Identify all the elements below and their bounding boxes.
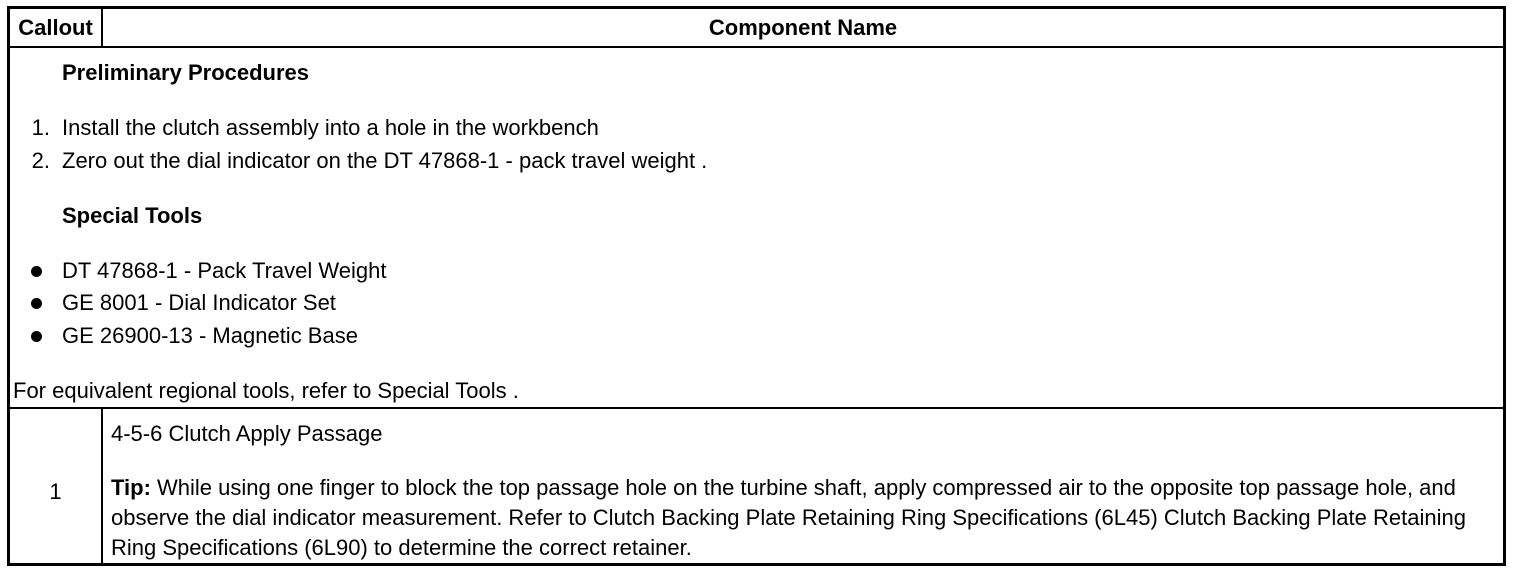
bullet-icon <box>31 266 42 277</box>
tip-label: Tip: <box>111 475 151 500</box>
preliminary-step-text: Install the clutch assembly into a hole in the workbench <box>62 115 599 140</box>
callout-number: 1 <box>49 479 62 504</box>
special-tool-item: GE 26900-13 - Magnetic Base <box>62 323 358 348</box>
component-cell <box>111 409 1493 563</box>
tip-paragraph <box>111 473 1493 563</box>
step-number: 2. <box>31 148 50 173</box>
special-tool-item: GE 8001 - Dial Indicator Set <box>62 290 336 315</box>
equivalent-tools-note: For equivalent regional tools, refer to Special Tools . <box>13 378 519 403</box>
table-row <box>10 409 1503 563</box>
tip-text: While using one finger to block the top passage hole on the turbine shaft, apply compressed air to the opposite top passage hole, and observe the dial indicator measurement. Refer to Clutch Backing Plate Retaining Ring Specifications (6L45) Clutch Backing Plate Retaining Ring Specifications (6L90) to determine the correct retainer. <box>111 475 1466 560</box>
callout-cell <box>10 409 103 563</box>
special-tools-heading: Special Tools <box>62 203 203 228</box>
callout-column-header: Callout <box>10 9 103 46</box>
component-name: 4-5-6 Clutch Apply Passage <box>111 421 383 446</box>
preliminary-section <box>10 48 1503 409</box>
step-number: 1. <box>31 115 50 140</box>
component-table <box>7 6 1506 566</box>
bullet-icon <box>31 331 42 342</box>
preliminary-procedures-heading: Preliminary Procedures <box>62 60 310 85</box>
preliminary-step-text: Zero out the dial indicator on the DT 47868-1 - pack travel weight . <box>62 148 708 173</box>
table-header-row <box>10 9 1503 48</box>
component-name-column-header: Component Name <box>708 15 898 40</box>
bullet-icon <box>31 298 42 309</box>
special-tool-item: DT 47868-1 - Pack Travel Weight <box>62 258 387 283</box>
